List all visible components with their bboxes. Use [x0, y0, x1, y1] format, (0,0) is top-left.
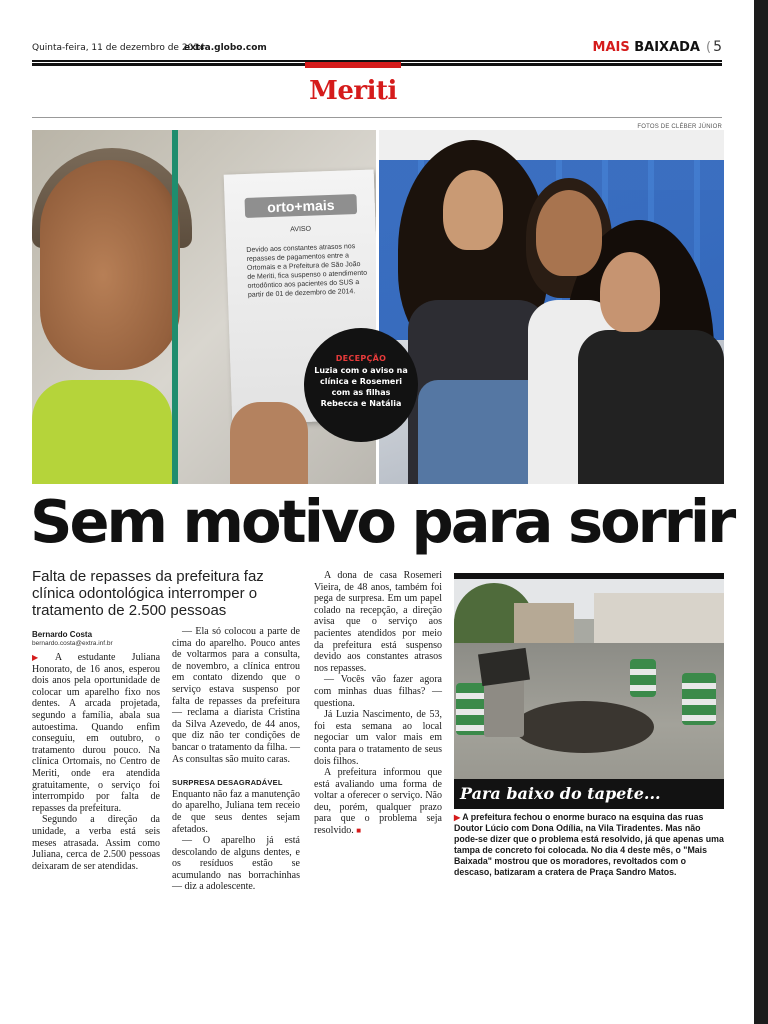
side-caption-text: A prefeitura fechou o enorme buraco na esquina das ruas Doutor Lúcio com Dona Odília, na Vila Tiradentes. Mas não pode-se dizer que o problema está resolvido, já que apenas uma tampa de concreto foi colocada. No dia 4 deste mês, o "Mais Baixada" mostrou que os moradores, revoltados com o descaso, batizaram a cratera de Praça Sandro Matos. — [454, 812, 724, 877]
side-photo-crater — [514, 701, 654, 753]
article-paragraph: — O aparelho já está descolando de alguns dentes, e os resíduos estão se acumulando nas borrachinhas — diz a adolescente. — [172, 835, 300, 893]
subhead: Falta de repasses da prefeitura faz clínica odontológica interromper o tratamento de 2.500 pessoas — [32, 568, 264, 619]
section-mais: MAIS — [592, 40, 630, 55]
photo-girl1-face — [443, 170, 503, 250]
photo-woman-face — [40, 160, 180, 370]
article-subtitle: SURPRESA DESAGRADÁVEL — [172, 778, 283, 788]
section-tag-bar — [305, 62, 401, 68]
article-column-2 — [172, 626, 300, 893]
side-photo-house — [514, 603, 574, 643]
side-photo-barrel — [630, 659, 656, 697]
photo-girl2-face — [600, 252, 660, 332]
side-photo-concrete-lid — [478, 648, 530, 686]
article-text: A estudante Juliana Honorato, de 16 anos, esperou dois anos pela oportunidade de colocar um aparelho fixo nos dentes. A arcada projetada, segundo a família, abala sua autoestima. Quando enfim conseguiu, em outubro, o tratamento durou pouco. Na clínica Ortomais, no Centro de Meriti, onde era atendida gratuitamente, o serviço foi interrompido por falta de repasses da prefeitura. — [32, 652, 161, 814]
section-baixada: BAIXADA — [634, 40, 700, 55]
photo-hand — [230, 402, 308, 484]
author-email[interactable]: bernardo.costa@extra.inf.br — [32, 640, 113, 647]
chevron-left-icon: ( — [706, 40, 712, 55]
notice-logo: orto+mais — [245, 194, 358, 218]
section-tag: Meriti — [309, 76, 397, 106]
photo-right-panel — [378, 130, 724, 484]
end-mark-icon: ■ — [356, 826, 362, 836]
author-name: Bernardo Costa — [32, 630, 93, 639]
main-photo — [32, 130, 724, 484]
photo-credit: FOTOS DE CLÉBER JÚNIOR — [637, 124, 722, 130]
article-text: A prefeitura informou que está avaliando uma forma de voltar a oferecer o serviço. Não deu, porém, qualquer prazo para que o problema seja resolvido. — [314, 767, 442, 837]
article-column-1 — [32, 652, 160, 872]
article-paragraph: Já Luzia Nascimento, de 53, foi esta semana ao local negociar um valor mais em conta para o tratamento de seus dois filhos. — [314, 709, 442, 767]
triangle-right-icon: ▶ — [32, 653, 52, 662]
photo-woman-shirt — [32, 380, 172, 484]
side-photo-title: Para baixo do tapete... — [454, 779, 724, 809]
page-number-value: 5 — [713, 39, 722, 55]
page-header — [32, 40, 722, 56]
section-name — [593, 40, 700, 55]
side-photo — [454, 573, 724, 809]
article-paragraph: Enquanto não faz a manutenção do aparelho, Juliana tem receio de que seus dentes sejam afetados. — [172, 788, 300, 835]
side-caption — [454, 812, 724, 878]
article-paragraph: — Ela só colocou a parte de cima do aparelho. Pouco antes de voltarmos para a consulta, de novembro, a clínica entrou em contato dizendo que o serviço estava suspenso por falta de repasses da prefeitura — reclama a diarista Cristina da Silva Azevedo, de 44 anos, que diz não ter condições de bancar o tratamento da filha. — As consultas são muito caras. — [172, 626, 300, 765]
photo-door-frame — [172, 130, 178, 484]
article-paragraph: — Vocês vão fazer agora com minhas duas filhas? — questiona. — [314, 674, 442, 709]
bubble-title: DECEPÇÃO — [335, 354, 387, 363]
photo-caption-bubble — [304, 328, 418, 442]
section-rule — [32, 117, 722, 118]
photo-girl2-body — [578, 330, 724, 484]
headline: Sem motivo para sorrir — [30, 487, 734, 556]
triangle-right-icon: ▶ — [454, 813, 461, 822]
article-paragraph: A dona de casa Rosemeri Vieira, de 48 anos, também foi pega de surpresa. Em um papel colado na recepção, a direção avisa que o serviço aos pacientes atendidos por meio da prefeitura está suspenso devido aos constantes atrasos nos repasses. — [314, 570, 442, 674]
notice-text: Devido aos constantes atrasos nos repasses de pagamentos entre a Ortomais e a Prefeitura de São João de Meriti, fica suspenso o atendimento ortodôntico aos pacientes do SUS a partir de 01 de dezembro de 2014. — [246, 243, 368, 299]
bubble-caption: Luzia com o aviso na clínica e Rosemeri com as filhas Rebecca e Natália — [314, 366, 408, 408]
byline — [32, 630, 162, 647]
notice-title: AVISO — [290, 225, 312, 234]
article-paragraph — [314, 767, 442, 837]
article-column-3 — [314, 570, 442, 837]
page-number — [706, 39, 722, 55]
side-photo-barrel — [682, 673, 716, 725]
issue-date: Quinta-feira, 11 de dezembro de 2014 — [32, 43, 205, 53]
article-paragraph — [32, 652, 160, 814]
site-url[interactable]: extra.globo.com — [184, 43, 267, 53]
article-paragraph: Segundo a direção da unidade, a verba está seis meses atrasada. Assim como Juliana, cerca de 2.500 pessoas deixaram de ser atendidas. — [32, 814, 160, 872]
page-edge-bar — [754, 0, 768, 1024]
photo-mom-face — [536, 190, 602, 276]
photo-left-panel — [32, 130, 378, 484]
